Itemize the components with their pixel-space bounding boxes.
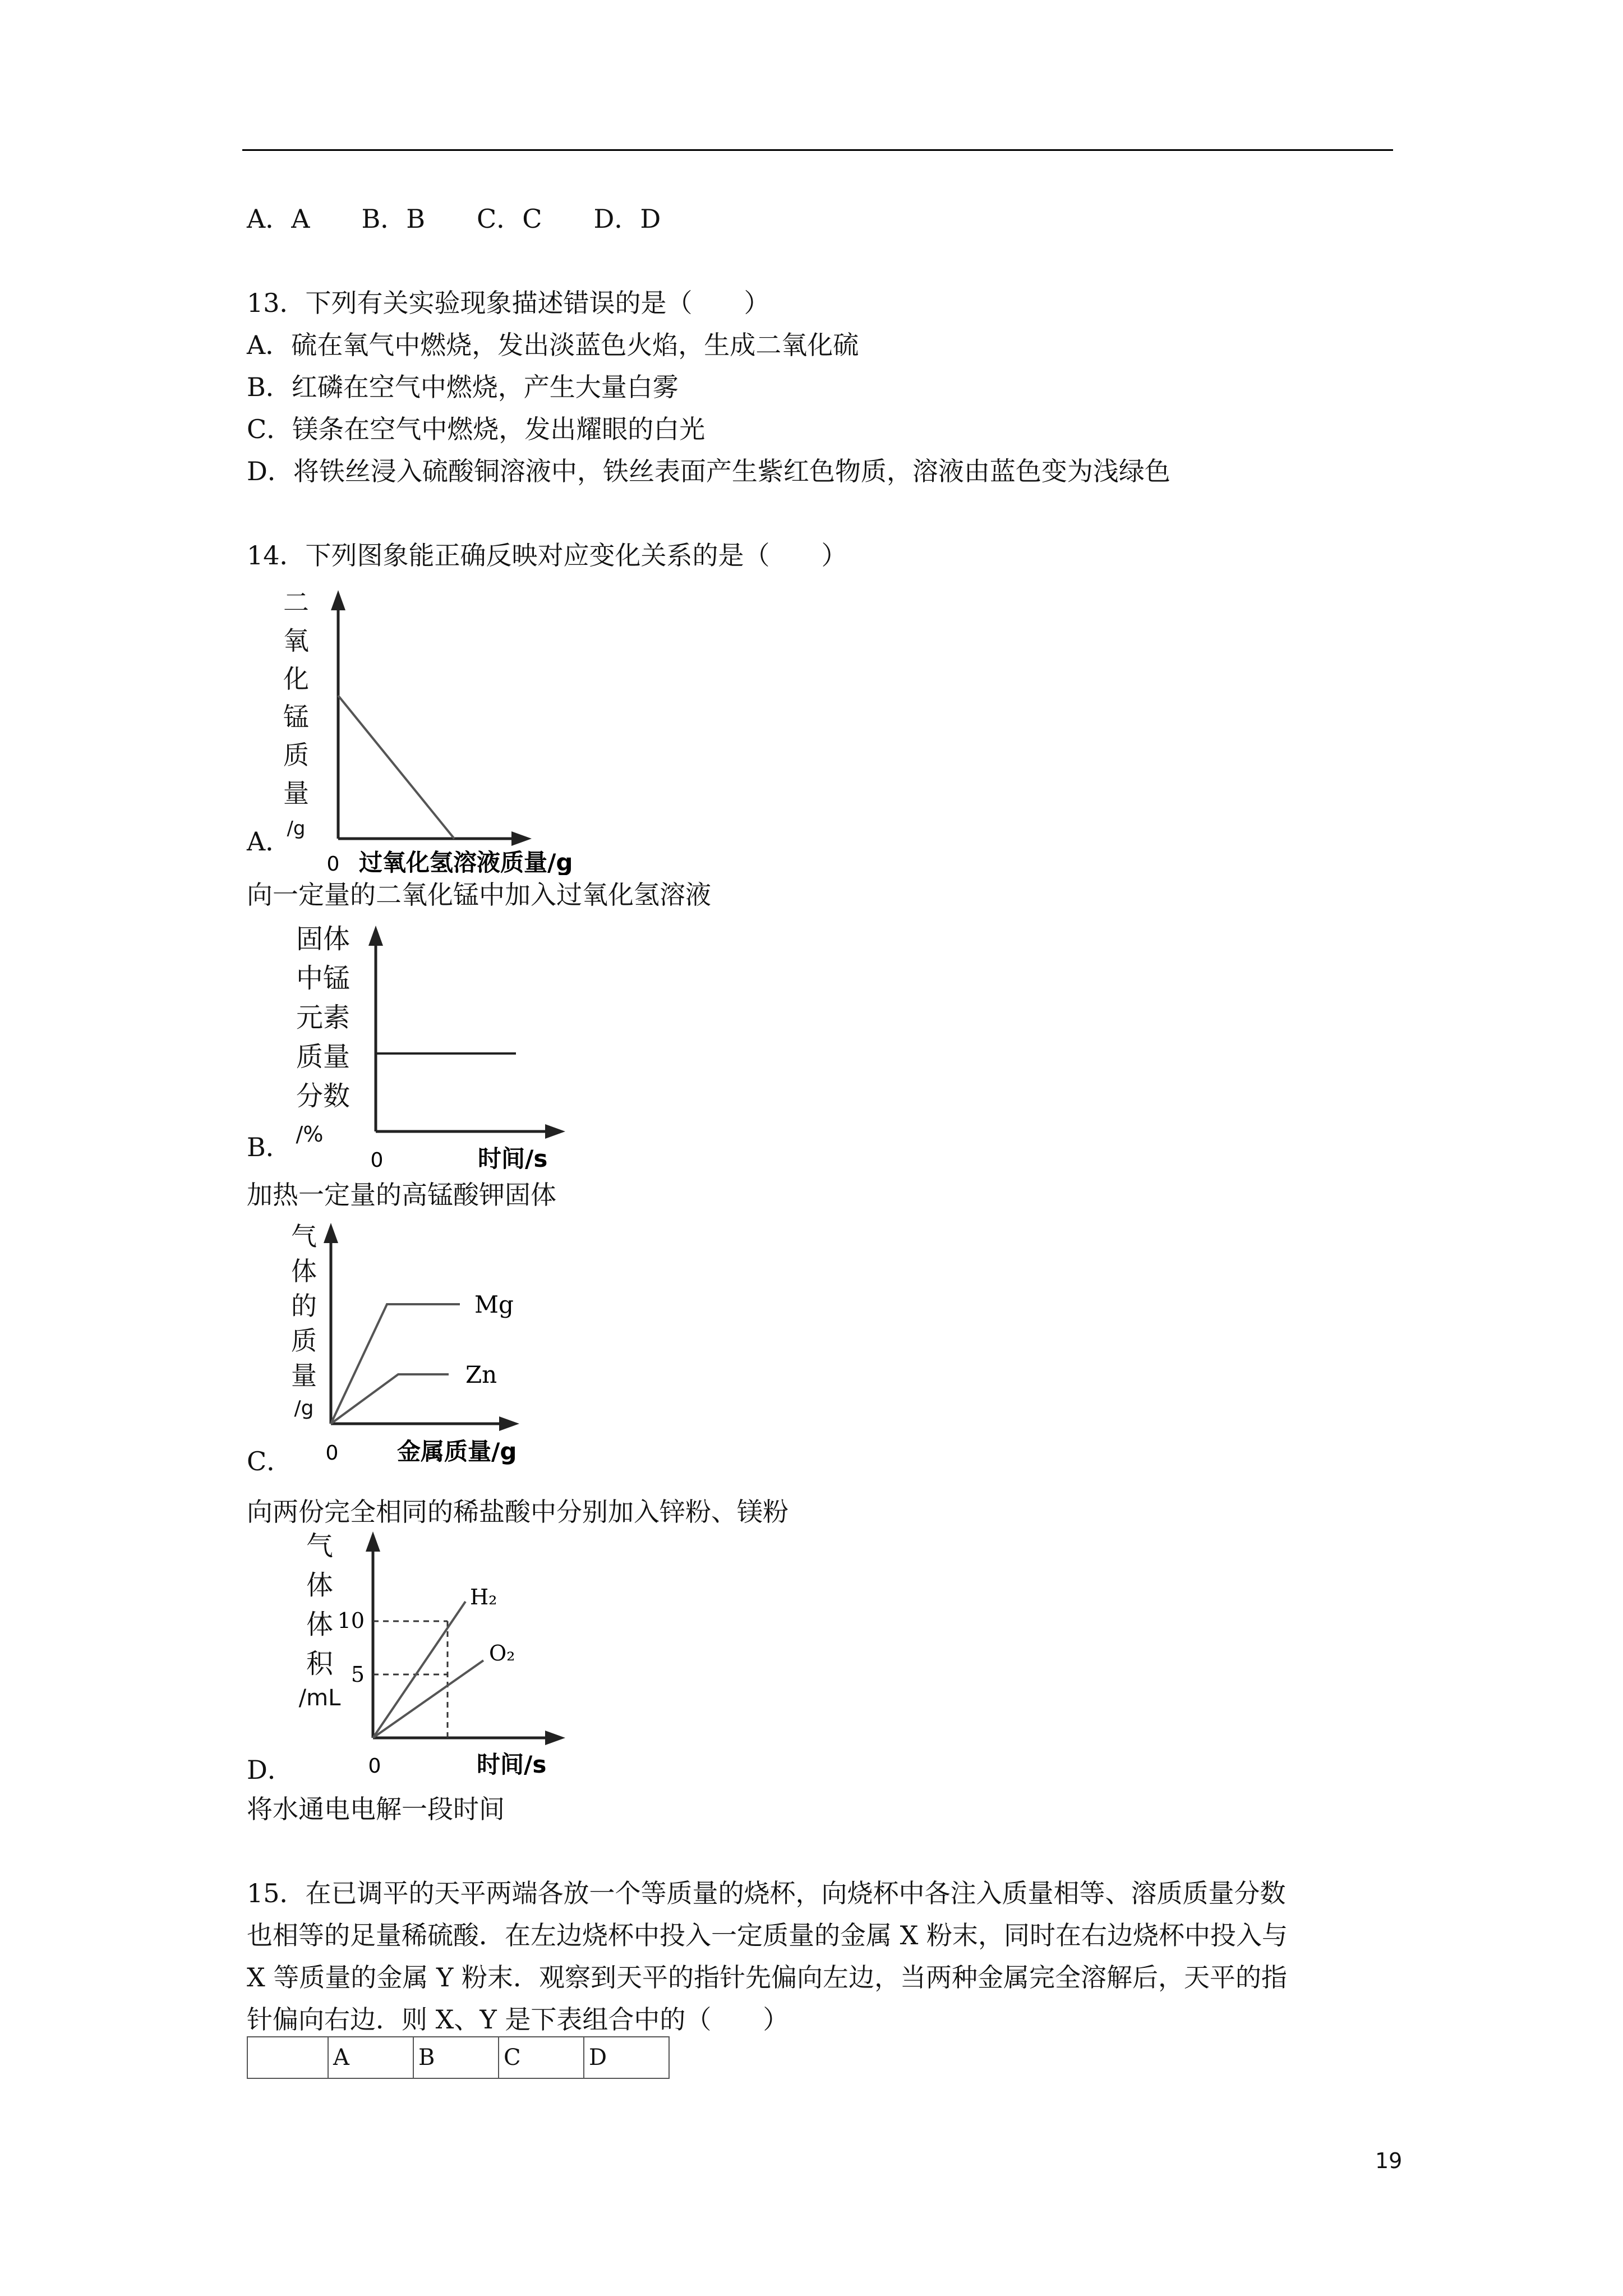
graph-b: [280, 920, 594, 1178]
svg-text:化: 化: [283, 664, 309, 694]
graph-c-mg-line: [331, 1304, 460, 1424]
graph-c-zn-line: [331, 1374, 449, 1424]
svg-text:体: 体: [291, 1256, 317, 1286]
graph-c-ylabel: [291, 1221, 317, 1420]
q15-line-4: 针偏向右边．则 X、Y 是下表组合中的（ ）: [247, 2004, 789, 2035]
q13-option-d: D．将铁丝浸入硫酸铜溶液中，铁丝表面产生紫红色物质，溶液由蓝色变为浅绿色: [247, 456, 1170, 486]
table-cell: C: [499, 2037, 584, 2078]
svg-text:量: 量: [291, 1360, 317, 1391]
graph-b-y-arrow: [368, 926, 383, 946]
svg-text:固体: 固体: [296, 923, 351, 955]
svg-text:质量: 质量: [296, 1041, 351, 1073]
graph-b-caption: 加热一定量的高锰酸钾固体: [247, 1180, 556, 1210]
q13-option-a: A．硫在氧气中燃烧，发出淡蓝色火焰，生成二氧化硫: [247, 330, 859, 360]
svg-text:质: 质: [291, 1326, 317, 1356]
svg-text:质: 质: [283, 740, 309, 770]
graph-c-label: C．: [247, 1446, 293, 1476]
svg-text:体: 体: [306, 1609, 334, 1640]
svg-text:的: 的: [291, 1291, 317, 1321]
graph-a-origin: 0: [326, 853, 340, 875]
graph-d-x-arrow: [545, 1731, 565, 1745]
graph-c-y-arrow: [324, 1223, 338, 1243]
svg-text:锰: 锰: [283, 702, 309, 732]
table-cell: D: [584, 2037, 669, 2078]
svg-text:元素: 元素: [296, 1002, 351, 1033]
graph-a-caption: 向一定量的二氧化锰中加入过氧化氢溶液: [247, 880, 711, 910]
graph-b-xlabel: 时间/s: [478, 1145, 548, 1172]
q15-line-1: 15．在已调平的天平两端各放一个等质量的烧杯，向烧杯中各注入质量相等、溶质质量分数: [247, 1878, 1286, 1908]
svg-text:分数: 分数: [296, 1080, 351, 1112]
graph-c-x-arrow: [499, 1416, 519, 1431]
svg-text:气: 气: [291, 1221, 317, 1251]
q13-stem: 13．下列有关实验现象描述错误的是（ ）: [247, 288, 770, 318]
graph-d-xlabel: 时间/s: [477, 1751, 547, 1778]
svg-text:氧: 氧: [283, 625, 309, 656]
graph-d-caption: 将水通电电解一段时间: [247, 1794, 505, 1824]
graph-d-ytick-5: 5: [351, 1662, 365, 1687]
graph-b-origin: 0: [370, 1149, 384, 1172]
q13-option-c: C．镁条在空气中燃烧，发出耀眼的白光: [247, 414, 706, 444]
svg-text:/g: /g: [287, 817, 306, 840]
svg-text:量: 量: [283, 778, 309, 808]
graph-a-y-arrow: [331, 590, 345, 610]
svg-text:中锰: 中锰: [296, 963, 351, 994]
graph-b-label: B．: [247, 1132, 292, 1162]
graph-d: [280, 1526, 594, 1789]
graph-a-xlabel: 过氧化氢溶液质量/g: [359, 849, 573, 875]
graph-c-origin: 0: [325, 1442, 339, 1465]
svg-text:体: 体: [306, 1570, 334, 1601]
q15-line-2: 也相等的足量稀硫酸．在左边烧杯中投入一定质量的金属 X 粉末，同时在右边烧杯中投入与: [247, 1920, 1288, 1950]
graph-c-zn-label: Zn: [465, 1361, 497, 1388]
graph-d-h2-label: H₂: [470, 1585, 497, 1609]
page-number: 19: [1375, 2148, 1403, 2173]
graph-d-o2-label: O₂: [489, 1641, 515, 1665]
svg-text:/g: /g: [294, 1397, 314, 1420]
prev-question-options: A．A B．B C．C D．D: [247, 204, 661, 234]
graph-d-o2-line: [373, 1660, 483, 1738]
graph-a: [280, 583, 594, 875]
graph-c-mg-label: Mg: [474, 1291, 514, 1318]
svg-text:/%: /%: [296, 1122, 324, 1147]
svg-text:/mL: /mL: [298, 1685, 341, 1711]
graph-d-origin: 0: [368, 1755, 381, 1778]
table-cell: [247, 2037, 328, 2078]
graph-d-y-arrow: [366, 1531, 380, 1552]
graph-a-x-arrow: [511, 831, 532, 846]
graph-b-ylabel: [296, 923, 350, 1147]
graph-c-caption: 向两份完全相同的稀盐酸中分别加入锌粉、镁粉: [247, 1497, 789, 1527]
table-row: [247, 2037, 669, 2078]
graph-d-ytick-10: 10: [337, 1608, 365, 1633]
q15-line-3: X 等质量的金属 Y 粉末．观察到天平的指针先偏向左边，当两种金属完全溶解后，天平的指: [247, 1962, 1287, 1993]
graph-d-label: D．: [247, 1755, 293, 1785]
graph-b-x-arrow: [545, 1124, 565, 1139]
graph-a-label: A．: [247, 826, 292, 857]
q13-option-b: B．红磷在空气中燃烧，产生大量白雾: [247, 372, 679, 402]
q15-options-table: [247, 2036, 670, 2079]
header-rule: [242, 149, 1393, 151]
graph-c: [280, 1217, 594, 1475]
graph-d-ylabel: [299, 1530, 341, 1711]
svg-text:气: 气: [306, 1530, 334, 1562]
table-cell: B: [413, 2037, 499, 2078]
svg-text:积: 积: [306, 1648, 334, 1680]
graph-c-xlabel: 金属质量/g: [397, 1438, 517, 1465]
graph-a-line: [338, 696, 454, 839]
svg-text:二: 二: [283, 587, 309, 618]
q14-stem: 14．下列图象能正确反映对应变化关系的是（ ）: [247, 540, 847, 570]
graph-a-ylabel: [283, 587, 309, 840]
table-cell: A: [328, 2037, 413, 2078]
